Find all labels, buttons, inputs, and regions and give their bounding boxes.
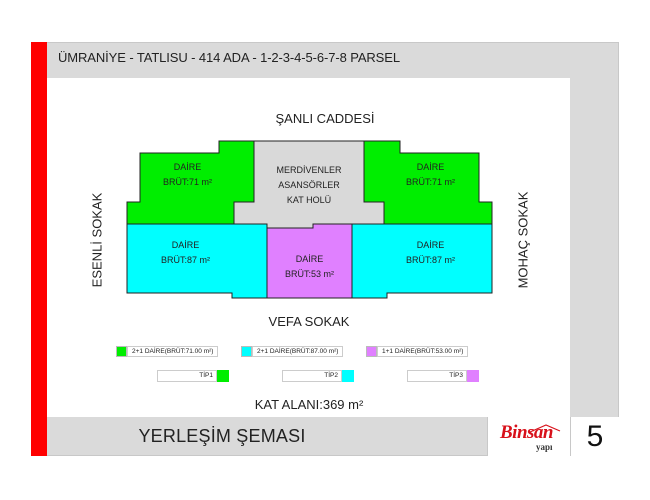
unit-label-top-left — [150, 160, 225, 190]
unit-label-bottom-left — [148, 238, 223, 268]
type-item-3 — [407, 369, 479, 382]
legend-item-87 — [241, 345, 343, 358]
type-label: TİP2 — [282, 370, 342, 382]
footer-bar — [47, 417, 397, 456]
legend-label: 2+1 DAİRE(BRÜT:87.00 m²) — [252, 346, 343, 357]
green-swatch-icon — [217, 370, 229, 382]
page-number: 5 — [570, 417, 619, 456]
street-top-label: ŞANLI CADDESİ — [275, 111, 375, 126]
purple-swatch-icon — [467, 370, 479, 382]
unit-name: DAİRE — [171, 240, 200, 250]
street-right-label: MOHAÇ SOKAK — [515, 191, 531, 289]
green-swatch-icon — [116, 346, 127, 357]
type-label: TİP1 — [157, 370, 217, 382]
unit-name: DAİRE — [295, 254, 324, 264]
core-label — [274, 163, 344, 208]
core-line-3: KAT HOLÜ — [286, 195, 332, 205]
type-item-1 — [157, 369, 229, 382]
unit-area: BRÜT:87 m² — [160, 255, 210, 265]
cyan-swatch-icon — [241, 346, 252, 357]
cyan-swatch-icon — [342, 370, 354, 382]
type-label: TİP3 — [407, 370, 467, 382]
unit-name: DAİRE — [173, 162, 202, 172]
unit-name: DAİRE — [416, 240, 445, 250]
core-line-1: MERDİVENLER — [276, 165, 342, 175]
company-logo — [487, 417, 570, 456]
unit-name: DAİRE — [416, 162, 445, 172]
unit-area: BRÜT:71 m² — [405, 177, 455, 187]
logo-subtext: yapı — [536, 442, 553, 452]
floor-area-label: KAT ALANI:369 m² — [254, 397, 364, 412]
street-left-label: ESENLİ SOKAK — [89, 192, 105, 288]
unit-area: BRÜT:71 m² — [162, 177, 212, 187]
core-line-2: ASANSÖRLER — [278, 180, 340, 190]
header-title: ÜMRANİYE - TATLISU - 414 ADA - 1-2-3-4-5-6-7-8 PARSEL — [58, 50, 400, 65]
purple-swatch-icon — [366, 346, 377, 357]
unit-area: BRÜT:87 m² — [405, 255, 455, 265]
footer-title: YERLEŞİM ŞEMASI — [138, 426, 306, 446]
legend-item-53 — [366, 345, 468, 358]
legend-label: 2+1 DAİRE(BRÜT:71.00 m²) — [127, 346, 218, 357]
legend-label: 1+1 DAİRE(BRÜT:53.00 m²) — [377, 346, 468, 357]
unit-label-bottom-middle — [272, 252, 347, 282]
logo-text: Binsan — [500, 422, 553, 443]
street-bottom-label: VEFA SOKAK — [268, 314, 350, 329]
unit-area: BRÜT:53 m² — [284, 269, 334, 279]
unit-label-top-right — [393, 160, 468, 190]
legend-item-71 — [116, 345, 218, 358]
unit-label-bottom-right — [393, 238, 468, 268]
type-item-2 — [282, 369, 354, 382]
